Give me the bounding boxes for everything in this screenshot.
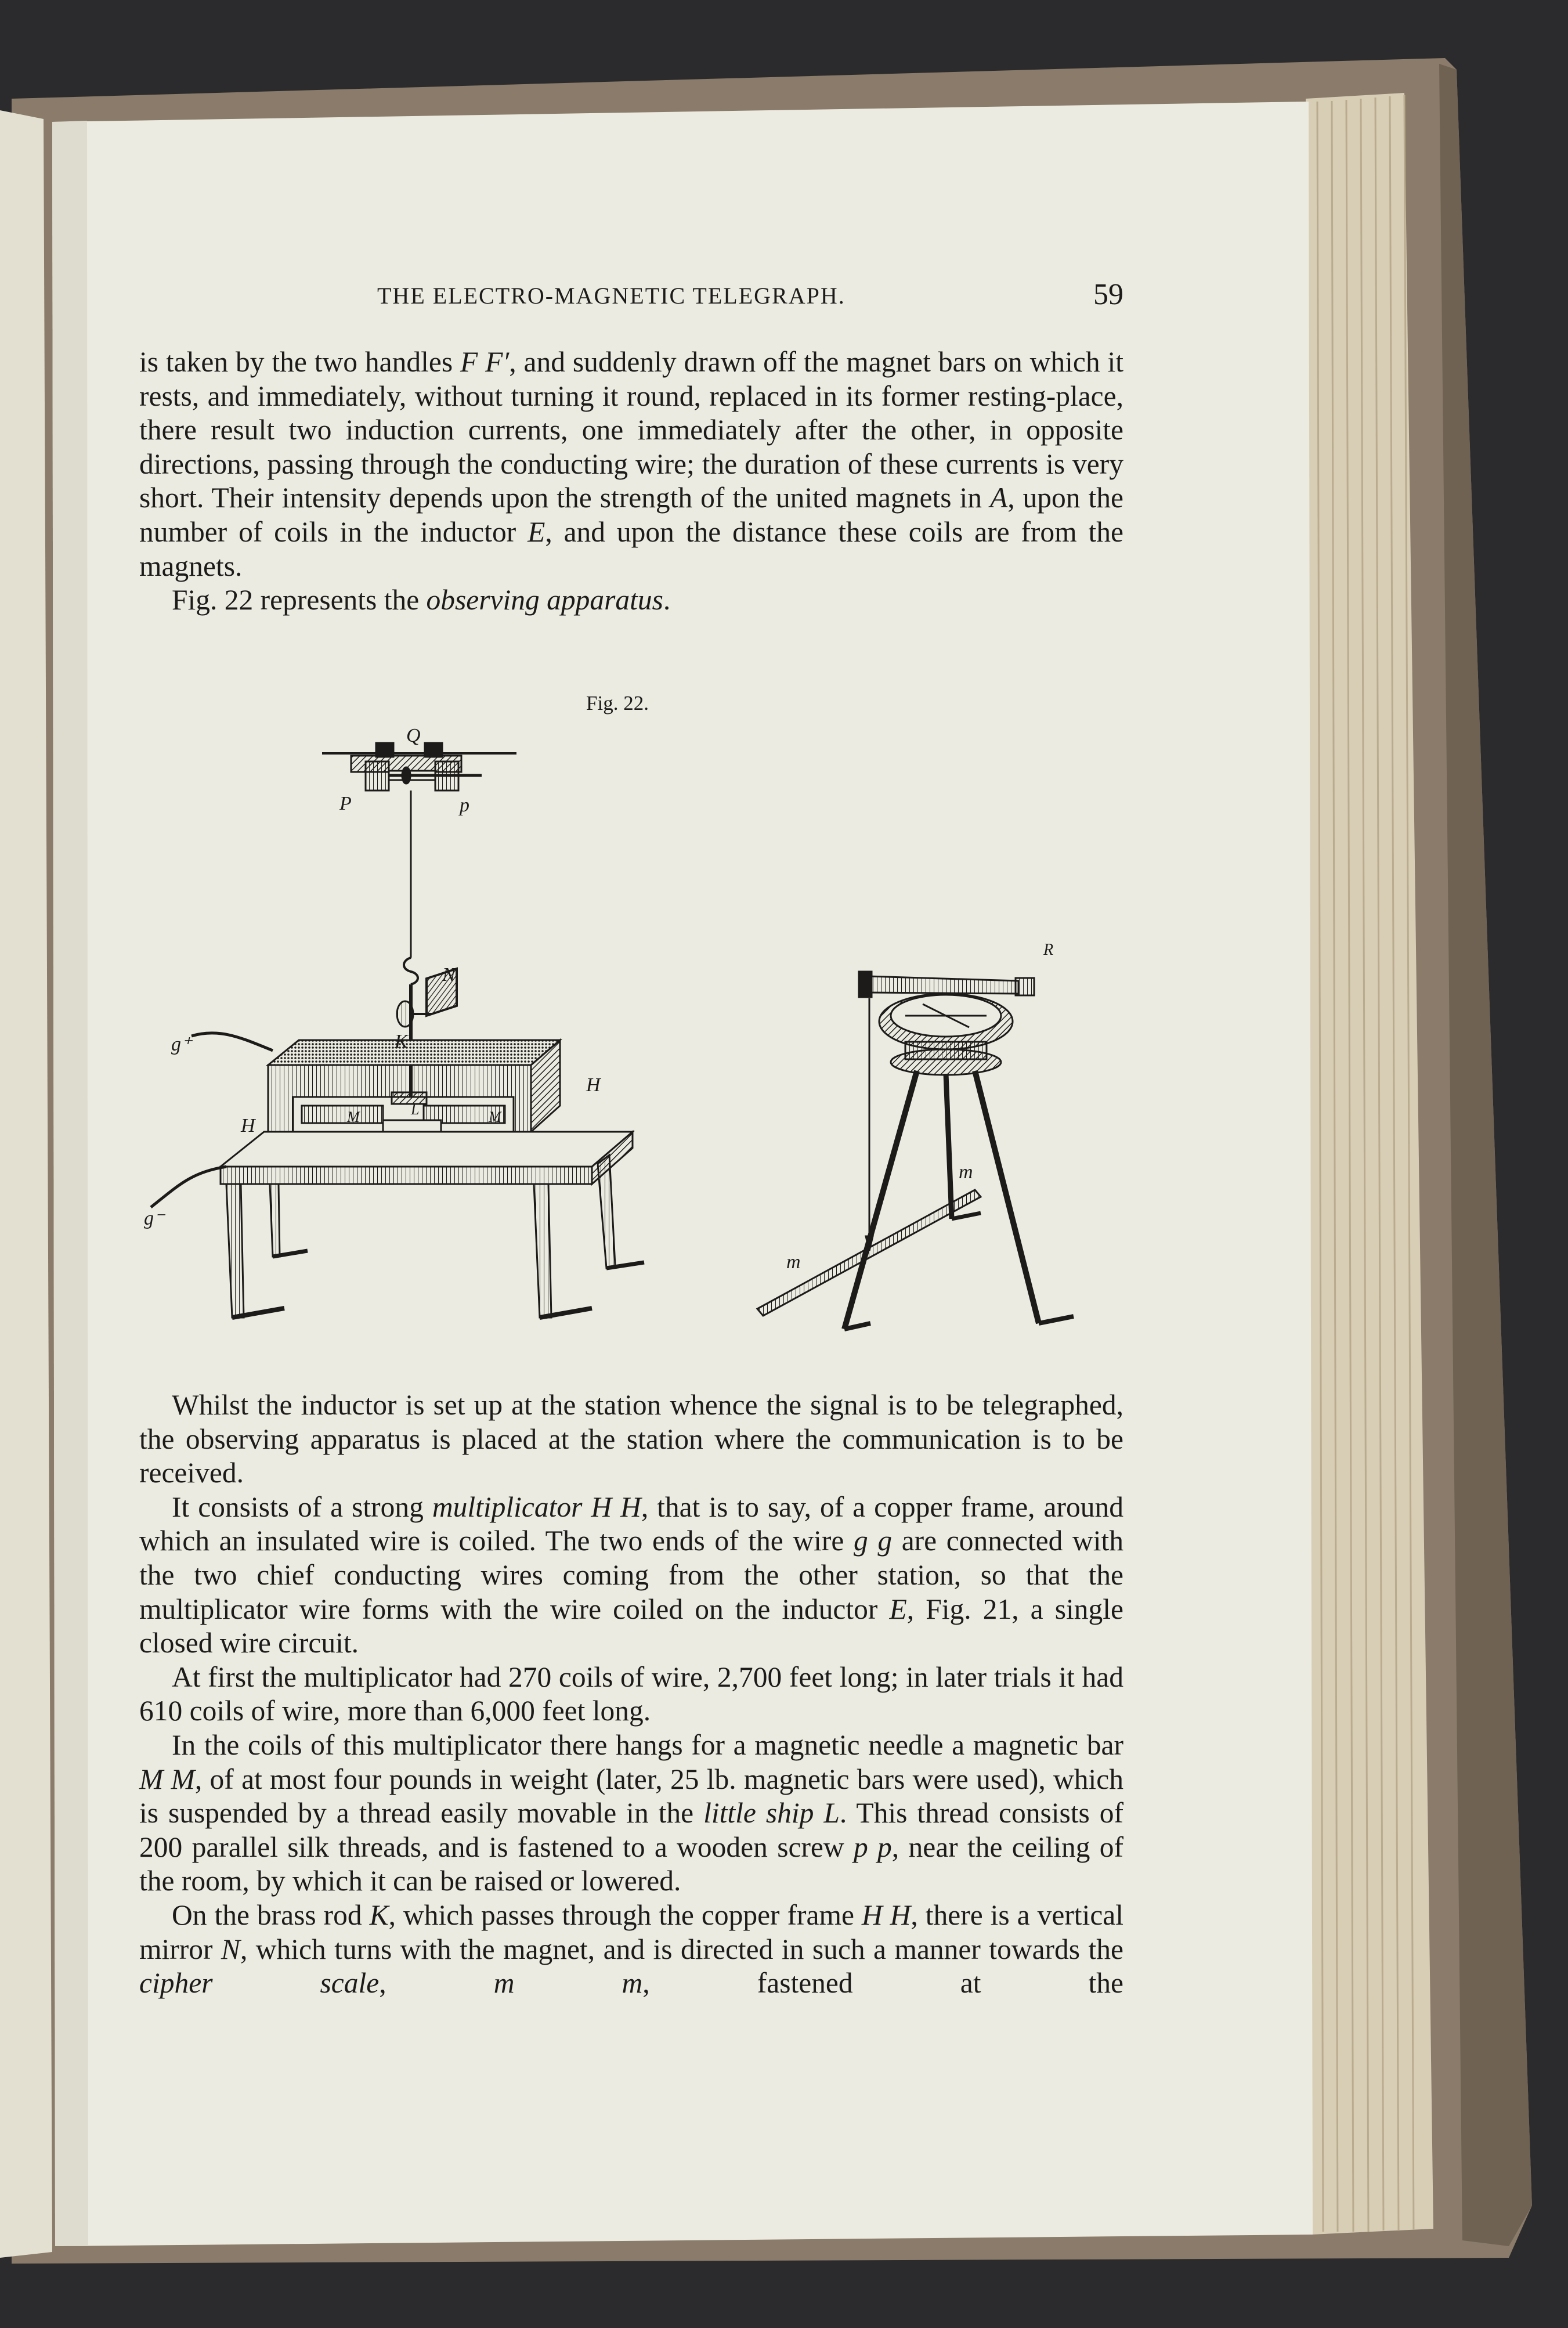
label-p: p <box>460 795 469 816</box>
paragraph-3: Whilst the inductor is set up at the station whence the signal is to be telegraphed, the observing apparatus is placed at the station where the communication is to be received. <box>139 1389 1123 1489</box>
multiplicator-apparatus <box>151 743 644 1318</box>
label-M-2: M <box>489 1109 501 1125</box>
label-m-upper: m <box>959 1161 973 1183</box>
label-L: L <box>411 1101 420 1118</box>
wire-g-minus <box>151 1167 226 1207</box>
page-number: 59 <box>1093 278 1123 311</box>
label-M-1: M <box>347 1109 360 1125</box>
paragraph-7: On the brass rod K, which passes through the copper frame H H, there is a vertical mirror N, which turns with the magnet, and is directed in such a manner towards the cipher scale, m m, fastened at the <box>139 1899 1124 1999</box>
page-header <box>139 277 1123 318</box>
paragraph-2: Fig. 22 represents the observing apparatus. <box>172 584 671 616</box>
label-H-left: H <box>241 1115 255 1136</box>
wire-g-plus <box>192 1033 273 1051</box>
label-N: N <box>442 964 456 986</box>
label-m-lower: m <box>786 1251 801 1273</box>
running-head: THE ELECTRO-MAGNETIC TELEGRAPH. <box>377 283 846 309</box>
label-Q: Q <box>406 726 421 746</box>
label-H-right: H <box>586 1074 601 1096</box>
ceiling-screw <box>322 743 516 791</box>
telescope-apparatus <box>757 972 1074 1329</box>
paragraph-6: In the coils of this multiplicator there hangs for a magnetic needle a magnetic bar M M, of at most four pounds in weight (later, 25 lb. magnetic bars were used), which is suspended by a thread easily movable in the little ship L. This thread consists of 200 parallel silk threads, and is fastened to a wooden screw p p, near the ceiling of the room, by which it can be raised or lowered. <box>139 1728 1124 1897</box>
left-page <box>0 110 52 2258</box>
paragraph-5: At first the multiplicator had 270 coils of wire, 2,700 feet long; in later trials it had 610 coils of wire, more than 6,000 feet long. <box>139 1661 1123 1727</box>
label-P: P <box>339 793 352 814</box>
paragraph-1: is taken by the two handles F F′, and suddenly drawn off the magnet bars on which it rests, and immediately, without turning it round, replaced in its former resting-place, there result two induction currents, one immediately after the other, in opposite directions, passing through the conducting wire; the duration of these currents is very short. Their intensity depends upon the strength of the united magnets in A, upon the number of coils in the inductor E, and upon the distance these coils are from the magnets. <box>139 346 1123 582</box>
paragraph-4: It consists of a strong multiplicator H H, that is to say, of a copper frame, around which an insulated wire is coiled. The two ends of the wire g g are connected with the two chief conducting wires coming from the other station, so that the multiplicator wire forms with the wire coiled on the inductor E, Fig. 21, a single closed wire circuit. <box>139 1490 1124 1659</box>
label-R: R <box>1043 941 1054 959</box>
figure-22-illustration <box>133 726 1143 1364</box>
bottom-text-block <box>139 1388 1123 2001</box>
label-g-minus: g⁻ <box>144 1208 164 1229</box>
table <box>221 1132 644 1318</box>
figure-caption: Fig. 22. <box>586 692 649 714</box>
label-g-plus: g⁺ <box>171 1034 192 1055</box>
top-text-block <box>139 345 1123 618</box>
label-K: K <box>395 1031 408 1052</box>
coil-box <box>268 1040 560 1132</box>
